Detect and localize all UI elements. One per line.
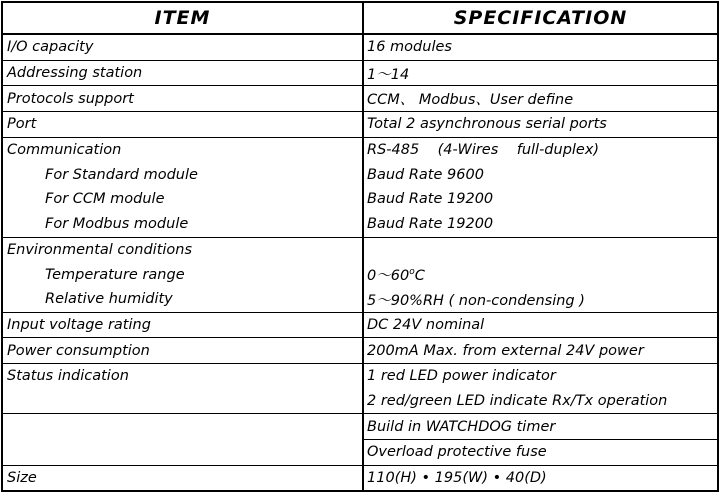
table-row (2, 363, 718, 388)
spec-cell: 16 modules (363, 34, 718, 60)
table-row (2, 162, 718, 187)
spec-cell: DC 24V nominal (363, 312, 718, 338)
item-cell: Power consumption (2, 338, 363, 364)
item-cell: For CCM module (2, 187, 363, 212)
table-row (2, 86, 718, 112)
specification-table (1, 1, 719, 492)
table-row (2, 112, 718, 138)
spec-cell: 2 red/green LED indicate Rx/Tx operation (363, 389, 718, 414)
table-row (2, 465, 718, 491)
item-cell: Addressing station (2, 60, 363, 86)
table-row (2, 414, 718, 440)
spec-cell: Baud Rate 19200 (363, 212, 718, 237)
spec-cell (363, 262, 718, 287)
table-row (2, 34, 718, 60)
item-cell: Status indication (2, 363, 363, 388)
item-cell: Environmental conditions (2, 237, 363, 262)
header-item: ITEM (2, 2, 363, 34)
item-cell: Relative humidity (2, 287, 363, 312)
table-row (2, 237, 718, 262)
spec-cell: RS-485 (4-Wires full-duplex) (363, 137, 718, 162)
table-row (2, 187, 718, 212)
table-row (2, 287, 718, 312)
degree-symbol: o (409, 267, 415, 278)
table-row (2, 440, 718, 466)
item-cell: Temperature range (2, 262, 363, 287)
spec-cell (363, 237, 718, 262)
spec-cell: 110(H) • 195(W) • 40(D) (363, 465, 718, 491)
item-cell (2, 440, 363, 466)
table-row (2, 338, 718, 364)
table-row (2, 137, 718, 162)
spec-cell: Baud Rate 9600 (363, 162, 718, 187)
item-cell: Port (2, 112, 363, 138)
header-specification: SPECIFICATION (363, 2, 718, 34)
item-cell (2, 414, 363, 440)
item-cell: Input voltage rating (2, 312, 363, 338)
spec-cell: Overload protective fuse (363, 440, 718, 466)
table-row (2, 212, 718, 237)
spec-cell: 200mA Max. from external 24V power (363, 338, 718, 364)
table-row (2, 312, 718, 338)
table-row (2, 262, 718, 287)
item-cell: I/O capacity (2, 34, 363, 60)
table-row (2, 60, 718, 86)
item-cell: For Modbus module (2, 212, 363, 237)
spec-cell: 5～90%RH ( non-condensing ) (363, 287, 718, 312)
item-cell (2, 389, 363, 414)
item-cell: For Standard module (2, 162, 363, 187)
spec-cell: Build in WATCHDOG timer (363, 414, 718, 440)
spec-cell: Total 2 asynchronous serial ports (363, 112, 718, 138)
temperature-range-value: 0～60 (367, 268, 410, 285)
item-cell: Protocols support (2, 86, 363, 112)
spec-cell: 1～14 (363, 60, 718, 86)
header-row (2, 2, 718, 34)
spec-cell: Baud Rate 19200 (363, 187, 718, 212)
spec-cell: 1 red LED power indicator (363, 363, 718, 388)
item-cell: Size (2, 465, 363, 491)
table-row (2, 389, 718, 414)
spec-cell: CCM、 Modbus、User define (363, 86, 718, 112)
celsius-unit: C (414, 268, 425, 285)
item-cell: Communication (2, 137, 363, 162)
